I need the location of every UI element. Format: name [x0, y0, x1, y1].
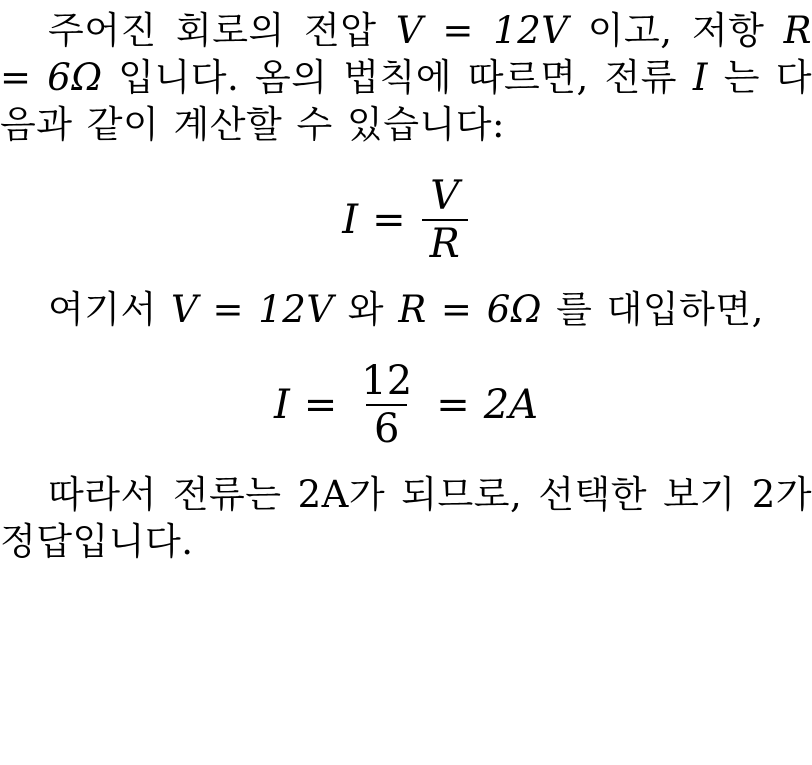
fraction [422, 172, 468, 267]
equation-body [342, 172, 469, 267]
paragraph-given-values [0, 0, 812, 149]
text-run: 를 대입하면, [541, 287, 764, 331]
math-inline-voltage: V = 12V [395, 9, 569, 52]
text-run: 입니다. 옴의 법칙에 따르면, 전류 [102, 55, 693, 99]
text-run: 여기서 [48, 287, 171, 331]
equals-sign: = [372, 196, 406, 243]
equation-ohms-law [0, 172, 812, 267]
equation-body [273, 357, 539, 452]
paragraph-conclusion [0, 472, 812, 566]
fraction-denominator: 6 [366, 404, 407, 450]
text-run: 따라서 전류는 2A가 되므로, 선택한 보기 2가 정답입니다. [0, 472, 812, 563]
equation-lhs: I [273, 381, 290, 428]
equation-current-result [0, 357, 812, 452]
text-run: 주어진 회로의 전압 [48, 9, 396, 52]
fraction-numerator: V [430, 172, 460, 219]
text-run: 는 다음과 같이 계산할 수 있습니다: [0, 55, 812, 146]
text-run: 와 [333, 287, 399, 331]
equation-result: 2A [483, 381, 539, 428]
math-inline-current: I [692, 55, 708, 99]
math-inline-resistance: R = 6Ω [398, 287, 542, 331]
paragraph-substitution [0, 287, 812, 334]
fraction [353, 357, 420, 452]
equals-sign: = [303, 381, 338, 428]
equals-sign-second: = [436, 381, 470, 428]
math-inline-voltage: V = 12V [171, 287, 334, 331]
text-run: 이고, 저항 [568, 9, 784, 52]
fraction-denominator: R [422, 219, 468, 265]
fraction-numerator: 12 [361, 357, 413, 404]
math-inline-resistance: R = 6Ω [0, 9, 812, 99]
equation-lhs: I [342, 196, 359, 243]
